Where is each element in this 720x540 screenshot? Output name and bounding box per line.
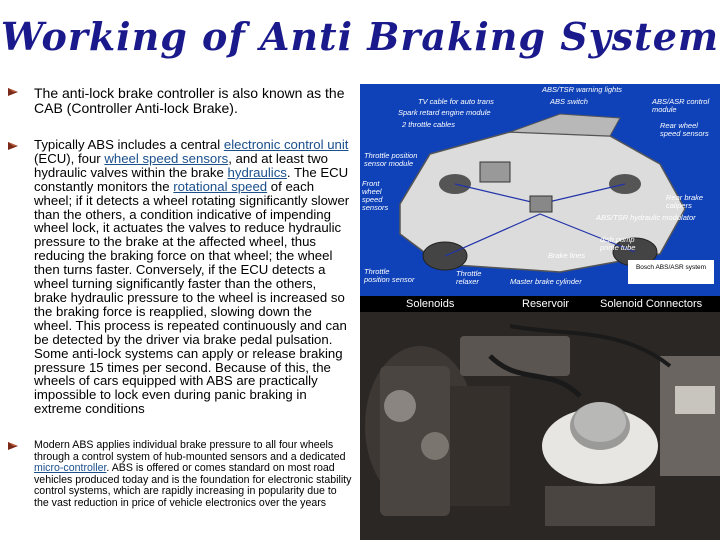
label-throttle-position-sensor: Throttle position sensor — [364, 267, 415, 284]
bullet-text-3: Modern ABS applies individual brake pressure to all four wheels through a control system of hub-mounted sensors and a dedicated micro-controller. ABS is offered or comes standard on most road vehicles produced today and is the foundation for electronic stability control systems, which are rapidly increasing in popularity due to the vast reduction in price of vehicle electronics over the years — [34, 439, 352, 509]
bullet-text-1: The anti-lock brake controller is also known as the CAB (Controller Anti-lock Brake). — [34, 85, 345, 116]
label-front-wheel-sensors: Front wheel speed sensors — [362, 179, 389, 212]
bullet-icon — [6, 86, 20, 98]
link-electronic-control-unit[interactable]: electronic control unit — [223, 137, 349, 152]
abs-diagram — [360, 84, 720, 296]
bullet-icon — [6, 440, 20, 452]
label-rear-wheel-sensors: Rear wheel speed sensors — [660, 121, 709, 138]
label-tv-cable: TV cable for auto trans — [418, 97, 494, 106]
label-spark-module: Spark retard engine module — [398, 108, 491, 117]
engine-bay-image — [360, 296, 720, 540]
abs-photo — [360, 296, 720, 540]
link-rotational-speed[interactable]: rotational speed — [173, 178, 268, 194]
label-hydraulic-modulator: ABS/TSR hydraulic modulator — [596, 213, 696, 222]
slide-title: Working of Anti Braking System — [0, 14, 720, 59]
link-micro-controller[interactable]: micro-controller — [34, 462, 107, 475]
caption-solenoids: Solenoids — [406, 298, 455, 310]
label-rear-calipers: Rear brake calipers — [666, 193, 704, 210]
label-master-cylinder: Master brake cylinder — [510, 277, 582, 286]
label-abs-lights: ABS/TSR warning lights — [542, 85, 623, 94]
bullet-icon — [6, 140, 20, 152]
diagram-legend: Bosch ABS/ASR system — [628, 260, 714, 284]
label-throttle-sensor-module: Throttle position sensor module — [364, 151, 418, 168]
label-abs-switch: ABS switch — [550, 97, 588, 106]
label-throttle-cables: 2 throttle cables — [402, 120, 455, 129]
bullet-text-2: Typically ABS includes a central electronic control unit (ECU), four wheel speed sensors, and at least two hydraulic valves within the brake hydraulics. The ECU constantly monitors the rotational speed of each wheel; if it detects a wheel rotating significantly slower than the others, a condition indicative of impending wheel lock, it actuates the valves to reduce hydraulic pressure to the brake at the affected wheel, thus reducing the braking force on that wheel; the wheel then turns faster. Conversely, if the ECU detects a wheel turning significantly faster than the others, brake hydraulic pressure to the wheel is increased so the braking force is reapplied, slowing down the wheel. This process is repeated continuously and can be detected by the driver via brake pedal pulsation. Some anti-lock systems can apply or release braking pressure 15 times per second. Because of this, the wheels of cars equipped with ABS are practically impossible to lock even during panic braking in extreme conditions — [34, 137, 350, 417]
caption-reservoir: Reservoir — [522, 298, 570, 310]
label-dish-pump: dish pump prime tube — [600, 235, 636, 252]
label-brake-lines: Brake lines — [548, 251, 586, 260]
link-hydraulics[interactable]: hydraulics — [227, 164, 287, 180]
label-throttle-relaxer: Throttle relaxer — [456, 269, 482, 286]
caption-solenoid-connectors: Solenoid Connectors — [600, 298, 703, 310]
label-control-module: ABS/ASR control module — [652, 97, 710, 114]
link-wheel-speed-sensors[interactable]: wheel speed sensors — [104, 150, 229, 166]
